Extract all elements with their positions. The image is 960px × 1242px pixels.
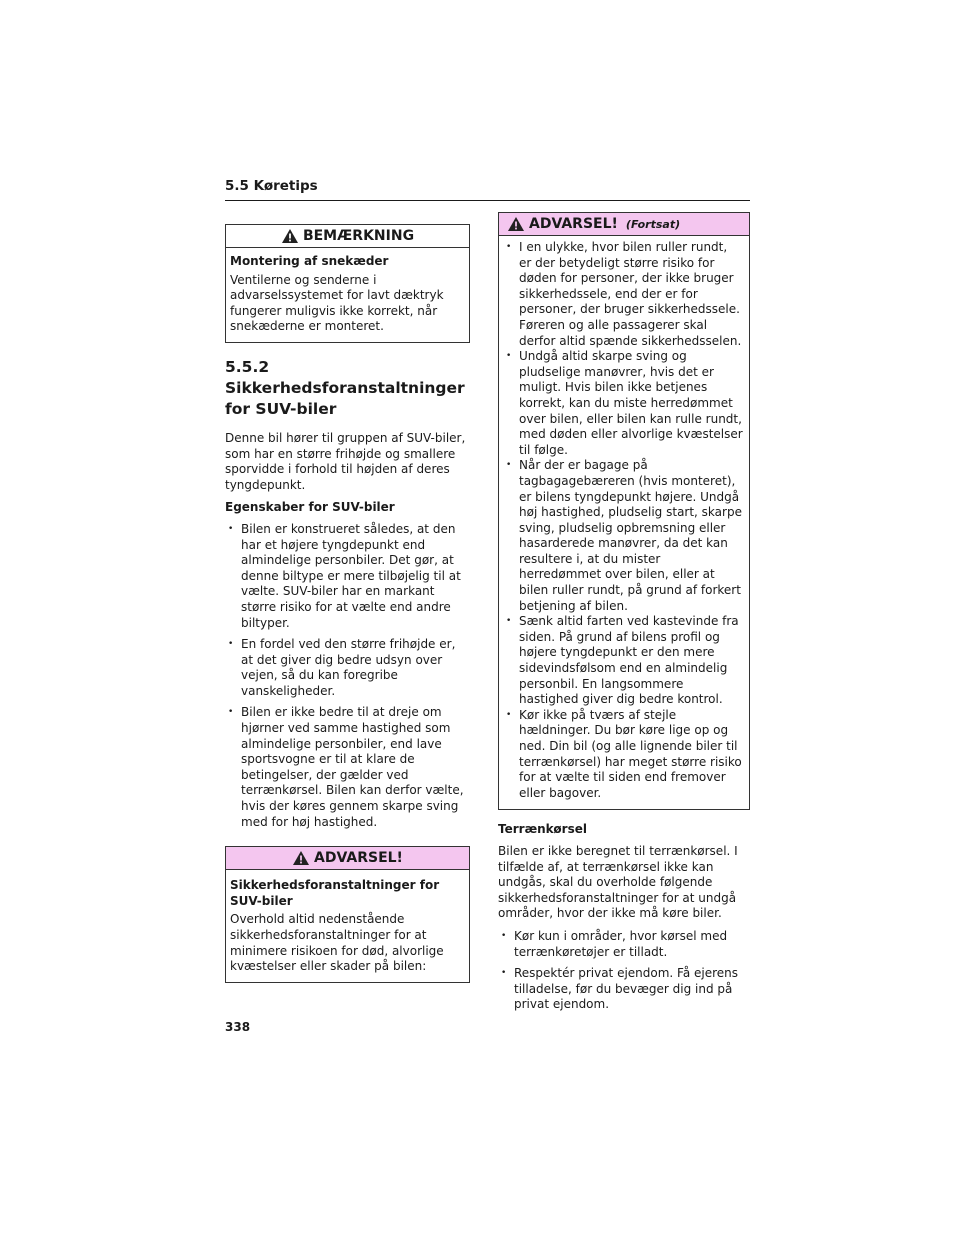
note-box-label: BEMÆRKNING bbox=[302, 228, 415, 244]
list-item: • Sænk altid farten ved kastevinde fra siden. På grund af bilens profil og højere tyngdepunkt er den mere sidevindsfølsom end en almindelig personbil. En langsommere hastighed giver dig bedre kontrol. bbox=[503, 614, 743, 708]
offroad-bullet-list bbox=[498, 929, 750, 1013]
continued-marker: (Fortsat) bbox=[625, 217, 681, 231]
warning-continued-box bbox=[498, 212, 750, 810]
list-item: • Kør kun i områder, hvor kørsel med terrænkøretøjer er tilladt. bbox=[498, 929, 750, 960]
page-number: 338 bbox=[225, 1020, 251, 1034]
section-header bbox=[225, 178, 750, 201]
warning-continued-body bbox=[499, 236, 749, 809]
left-column bbox=[225, 224, 470, 983]
section-heading bbox=[225, 357, 470, 420]
note-box-title: Montering af snekæder bbox=[230, 254, 389, 268]
warning-triangle-icon bbox=[281, 228, 299, 244]
right-column bbox=[498, 212, 750, 1019]
intro-paragraph: Denne bil hører til gruppen af SUV-biler, som har en større frihøjde og smallere sporvidde i forhold til højden af deres tyngdepunkt. bbox=[225, 430, 466, 492]
note-box-body bbox=[226, 248, 469, 342]
section-heading-line1: 5.5.2 Sikkerhedsforanstaltninger bbox=[225, 357, 465, 397]
warning-continued-label: ADVARSEL! bbox=[529, 216, 618, 232]
note-box-header bbox=[226, 225, 469, 248]
suv-bullet-list bbox=[225, 522, 470, 830]
warning-box-text: Overhold altid nedenstående sikkerhedsforanstaltninger for at minimere risikoen for død, alvorlige kvæstelser eller skader på bilen: bbox=[230, 912, 444, 974]
warning-box-header bbox=[226, 847, 469, 870]
list-item: • I en ulykke, hvor bilen ruller rundt, er der betydeligt større risiko for døden for personer, der ikke bruger sikkerhedssele, end der er for personer, der bruger sikkerhedssele. Føreren og alle passagerer skal derfor altid spænde sikkerhedsselen. bbox=[503, 240, 743, 349]
section-heading-line2: for SUV-biler bbox=[225, 399, 337, 418]
warning-box-title: Sikkerhedsforanstaltninger for SUV-biler bbox=[230, 878, 440, 908]
warning-box-body bbox=[226, 870, 469, 982]
offroad-heading: Terrænkørsel bbox=[498, 822, 587, 837]
list-item: • Respektér privat ejendom. Få ejerens tilladelse, før du bevæger dig ind på privat ejendom. bbox=[498, 966, 750, 1013]
warning-continued-header bbox=[499, 213, 749, 236]
warning-bullet-list bbox=[503, 240, 743, 801]
note-box-text: Ventilerne og senderne i advarselssystemet for lavt dæktryk fungerer muligvis ikke korrekt, når snekæderne er monteret. bbox=[230, 272, 444, 334]
warning-box bbox=[225, 846, 470, 983]
suv-subheading: Egenskaber for SUV-biler bbox=[225, 500, 395, 515]
warning-triangle-icon bbox=[292, 850, 310, 866]
offroad-paragraph: Bilen er ikke beregnet til terrænkørsel. I tilfælde af, at terrænkørsel ikke kan undgås, skal du overholde følgende sikkerhedsforanstaltninger for at undgå områder, hvor der ikke må køre biler. bbox=[498, 843, 738, 921]
section-title: 5.5 Køretips bbox=[225, 178, 318, 194]
list-item: • Undgå altid skarpe sving og pludselige manøvrer, hvis det er muligt. Hvis bilen ikke betjenes korrekt, kan du miste herredømmet over bilen, eller bilen kan rulle rundt, med døden eller alvorlige kvæstelser til følge. bbox=[503, 349, 743, 458]
list-item: • Bilen er ikke bedre til at dreje om hjørner ved samme hastighed som almindelige personbiler, end lave sportsvogne er til at klare de betingelser, der gælder ved terrænkørsel. Bilen kan derfor vælte, hvis der køres gennem skarpe sving med for høj hastighed. bbox=[225, 705, 470, 830]
list-item: • Når der er bagage på tagbagagebæreren (hvis monteret), er bilens tyngdepunkt højere. Undgå høj hastighed, pludselig start, skarpe sving, pludselig opbremsning eller hasarderede manøvrer, da det kan resultere i, at du mister herredømmet over bilen, eller at bilen ruller rundt, på grund af forkert betjening af bilen. bbox=[503, 458, 743, 614]
note-box bbox=[225, 224, 470, 343]
list-item: • Bilen er konstrueret således, at den har et højere tyngdepunkt end almindelige personbiler. Det gør, at denne biltype er mere tilbøjelig til at vælte. SUV-biler har en markant større risiko for at vælte end andre biltyper. bbox=[225, 522, 470, 631]
list-item: • En fordel ved den større frihøjde er, at det giver dig bedre udsyn over vejen, så du kan foregribe vanskeligheder. bbox=[225, 637, 470, 699]
warning-box-label: ADVARSEL! bbox=[314, 850, 403, 867]
warning-triangle-icon bbox=[507, 216, 525, 232]
list-item: • Kør ikke på tværs af stejle hældninger. Du bør køre lige op og ned. Din bil (og alle lignende biler til terrænkørsel) har meget større risiko for at vælte til siden end fremover eller bagover. bbox=[503, 708, 743, 802]
